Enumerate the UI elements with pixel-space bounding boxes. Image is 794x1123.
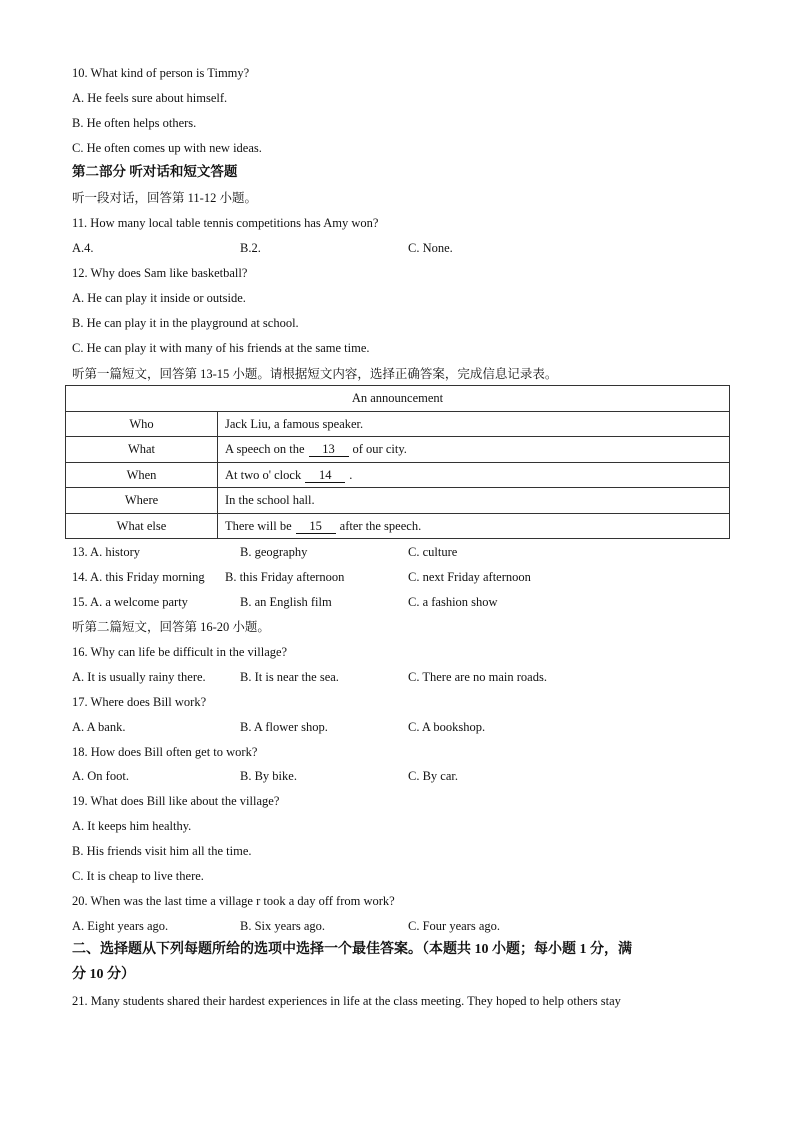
q15-option-a: 15. A. a welcome party — [72, 595, 188, 609]
row-label: Where — [66, 488, 218, 514]
table-row — [66, 411, 730, 437]
q11-option-a: A.4. — [72, 241, 94, 255]
q14-option-c: C. next Friday afternoon — [408, 570, 531, 584]
dialog-instruction: 听一段对话，回答第 11-12 小题。 — [72, 191, 257, 205]
row-label: Who — [66, 411, 218, 437]
blank-13: 13 — [309, 443, 349, 457]
row-label: What else — [66, 513, 218, 539]
q11-option-c: C. None. — [408, 241, 453, 255]
blank-14: 14 — [305, 469, 345, 483]
question-17: 17. Where does Bill work? — [72, 695, 207, 709]
passage2-instruction: 听第二篇短文，回答第 16-20 小题。 — [72, 620, 270, 634]
question-11: 11. How many local table tennis competitions has Amy won? — [72, 216, 379, 230]
row-value: There will be 15 after the speech. — [218, 513, 730, 539]
q10-option-c: C. He often comes up with new ideas. — [72, 141, 262, 155]
row-value: At two o' clock 14 . — [218, 462, 730, 488]
row-value: Jack Liu, a famous speaker. — [218, 411, 730, 437]
table-row — [66, 513, 730, 539]
q12-option-a: A. He can play it inside or outside. — [72, 291, 246, 305]
q12-option-b: B. He can play it in the playground at school. — [72, 316, 299, 330]
q16-option-c: C. There are no main roads. — [408, 670, 547, 684]
row-value: In the school hall. — [218, 488, 730, 514]
q13-option-b: B. geography — [240, 545, 308, 559]
q15-option-b: B. an English film — [240, 595, 332, 609]
q19-option-c: C. It is cheap to live there. — [72, 869, 204, 883]
table-caption: An announcement — [66, 386, 730, 412]
q16-option-a: A. It is usually rainy there. — [72, 670, 206, 684]
question-20: 20. When was the last time a village r took a day off from work? — [72, 894, 395, 908]
question-10: 10. What kind of person is Timmy? — [72, 66, 250, 80]
announcement-table — [65, 385, 730, 539]
blank-15: 15 — [296, 520, 336, 534]
row-label: What — [66, 437, 218, 463]
row-value: A speech on the 13 of our city. — [218, 437, 730, 463]
question-18: 18. How does Bill often get to work? — [72, 745, 258, 759]
question-16: 16. Why can life be difficult in the village? — [72, 645, 288, 659]
q13-option-c: C. culture — [408, 545, 458, 559]
q18-option-a: A. On foot. — [72, 769, 129, 783]
question-21: 21. Many students shared their hardest experiences in life at the class meeting. They hoped to help others stay — [72, 994, 621, 1008]
q20-option-b: B. Six years ago. — [240, 919, 326, 933]
q10-option-a: A. He feels sure about himself. — [72, 91, 228, 105]
q15-option-c: C. a fashion show — [408, 595, 498, 609]
q10-option-b: B. He often helps others. — [72, 116, 197, 130]
q13-option-a: 13. A. history — [72, 545, 141, 559]
q11-option-b: B.2. — [240, 241, 261, 255]
q19-option-a: A. It keeps him healthy. — [72, 819, 192, 833]
row-label: When — [66, 462, 218, 488]
q18-option-b: B. By bike. — [240, 769, 297, 783]
q19-option-b: B. His friends visit him all the time. — [72, 844, 252, 858]
q14-option-a: 14. A. this Friday morning — [72, 570, 205, 584]
q16-option-b: B. It is near the sea. — [240, 670, 339, 684]
q17-option-a: A. A bank. — [72, 720, 126, 734]
q14-option-b: B. this Friday afternoon — [225, 570, 345, 584]
table-row — [66, 437, 730, 463]
table-row — [66, 462, 730, 488]
question-19: 19. What does Bill like about the village? — [72, 794, 280, 808]
q20-option-a: A. Eight years ago. — [72, 919, 169, 933]
q20-option-c: C. Four years ago. — [408, 919, 500, 933]
table-row — [66, 488, 730, 514]
q17-option-b: B. A flower shop. — [240, 720, 328, 734]
section2-heading: 二、选择题从下列每题所给的选项中选择一个最佳答案。（本题共 10 小题；每小题 1 分，满 — [72, 942, 632, 957]
q12-option-c: C. He can play it with many of his friends at the same time. — [72, 341, 370, 355]
part2-heading: 第二部分 听对话和短文答题 — [72, 164, 238, 179]
passage1-instruction: 听第一篇短文，回答第 13-15 小题。请根据短文内容，选择正确答案，完成信息记录表。 — [72, 367, 558, 381]
section2-heading-cont: 分 10 分） — [72, 967, 135, 982]
q18-option-c: C. By car. — [408, 769, 458, 783]
question-12: 12. Why does Sam like basketball? — [72, 266, 248, 280]
q17-option-c: C. A bookshop. — [408, 720, 486, 734]
